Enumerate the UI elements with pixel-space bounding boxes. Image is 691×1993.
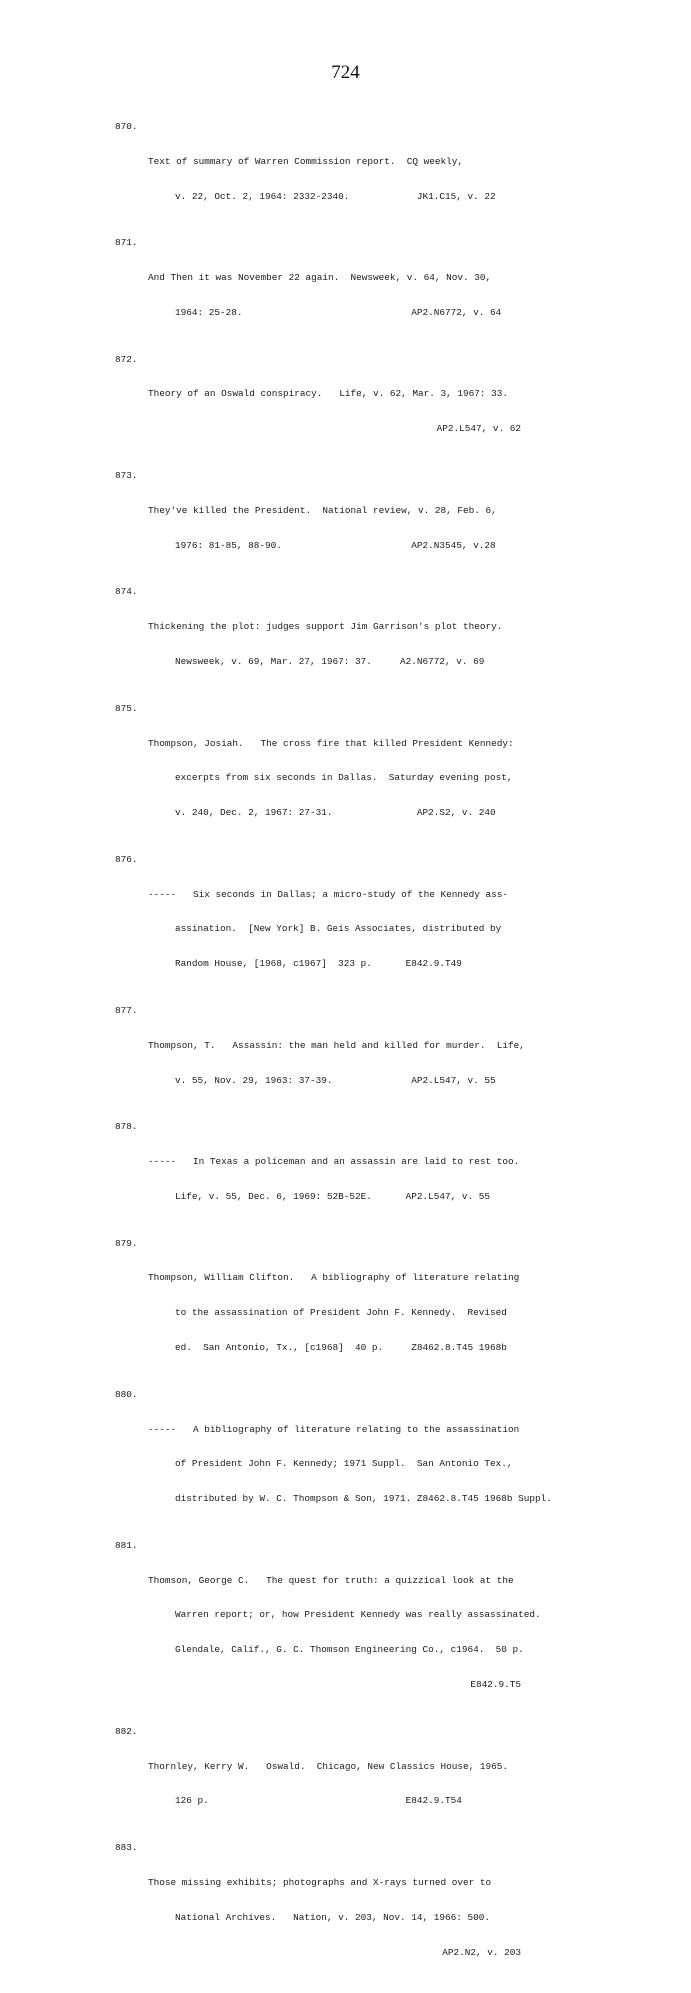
entry-line: distributed by W. C. Thompson & Son, 1971. Z8462.8.T45 1968b Suppl. bbox=[175, 1493, 552, 1505]
entry-line: Thompson, William Clifton. A bibliography of literature relating bbox=[148, 1272, 520, 1284]
bibliography-entry bbox=[115, 854, 585, 993]
entry-line: Life, v. 55, Dec. 6, 1969: 52B-52E. AP2.L547, v. 55 bbox=[175, 1190, 491, 1202]
call-number: AP2.L547, v. 62 bbox=[436, 423, 521, 435]
entry-line: 1964: 25-28. AP2.N6772, v. 64 bbox=[175, 306, 502, 318]
entry-line: v. 22, Oct. 2, 1964: 2332-2340. JK1.C15, v. 22 bbox=[175, 190, 496, 202]
entry-line: ed. San Antonio, Tx., [c1968] 40 p. Z8462.8.T45 1968b bbox=[175, 1342, 507, 1353]
entry-line: v. 55, Nov. 29, 1963: 37-39. AP2.L547, v. 55 bbox=[175, 1074, 496, 1086]
entry-number: 880. bbox=[115, 1388, 138, 1400]
bibliography-entry bbox=[115, 470, 585, 574]
call-number: E842.9.T5 bbox=[470, 1679, 521, 1691]
bibliography-list bbox=[115, 121, 585, 1993]
entry-line: Thompson, Josiah. The cross fire that killed President Kennedy: bbox=[148, 737, 514, 749]
entry-number: 872. bbox=[115, 353, 138, 365]
entry-line: They've killed the President. National review, v. 28, Feb. 6, bbox=[148, 504, 497, 516]
bibliography-entry bbox=[115, 586, 585, 690]
bibliography-entry bbox=[115, 1842, 585, 1981]
entry-line: assination. [New York] B. Geis Associates, distributed by bbox=[175, 923, 502, 935]
entry-number: 871. bbox=[115, 237, 138, 249]
entry-number: 873. bbox=[115, 470, 138, 482]
entry-line: Random House, [1968, c1967] 323 p. E842.9.T49 bbox=[175, 958, 462, 970]
entry-line: Glendale, Calif., G. C. Thomson Engineering Co., c1964. 50 p. bbox=[175, 1644, 524, 1656]
entry-line: Warren report; or, how President Kennedy was really assassinated. bbox=[175, 1609, 541, 1621]
entry-number: 878. bbox=[115, 1121, 138, 1133]
entry-number: 876. bbox=[115, 853, 138, 865]
entry-line: v. 240, Dec. 2, 1967: 27-31. AP2.S2, v. 240 bbox=[175, 807, 496, 819]
entry-line: Newsweek, v. 69, Mar. 27, 1967: 37. A2.N6772, v. 69 bbox=[175, 655, 485, 667]
bibliography-entry bbox=[115, 1005, 585, 1109]
call-number: AP2.N2, v. 203 bbox=[442, 1946, 521, 1958]
entry-line: 1976: 81-85, 88-90. AP2.N3545, v.28 bbox=[175, 539, 496, 551]
bibliography-entry bbox=[115, 237, 585, 341]
entry-number: 881. bbox=[115, 1539, 138, 1551]
entry-line: Theory of an Oswald conspiracy. Life, v. 62, Mar. 3, 1967: 33. bbox=[148, 388, 509, 400]
entry-line: of President John F. Kennedy; 1971 Suppl. San Antonio Tex., bbox=[175, 1458, 513, 1470]
entry-line: Text of summary of Warren Commission report. CQ weekly, bbox=[148, 155, 464, 167]
entry-line: Thornley, Kerry W. Oswald. Chicago, New Classics House, 1965. bbox=[148, 1760, 509, 1772]
entry-line: Those missing exhibits; photographs and X-rays turned over to bbox=[148, 1876, 492, 1888]
entry-number: 874. bbox=[115, 586, 138, 598]
entry-line: Thomson, George C. The quest for truth: a quizzical look at the bbox=[148, 1574, 514, 1586]
entry-number: 883. bbox=[115, 1842, 138, 1854]
bibliography-entry bbox=[115, 354, 585, 458]
entry-line: National Archives. Nation, v. 203, Nov. 14, 1966: 500. bbox=[175, 1911, 491, 1923]
bibliography-entry bbox=[115, 1238, 585, 1377]
entry-number: 875. bbox=[115, 702, 138, 714]
entry-number: 877. bbox=[115, 1004, 138, 1016]
entry-number: 870. bbox=[115, 121, 138, 132]
bibliography-entry bbox=[115, 703, 585, 842]
entry-line: And Then it was November 22 again. Newsweek, v. 64, Nov. 30, bbox=[148, 272, 492, 284]
bibliography-entry bbox=[115, 1389, 585, 1528]
bibliography-entry bbox=[115, 121, 585, 225]
bibliography-entry bbox=[115, 1540, 585, 1714]
entry-line: excerpts from six seconds in Dallas. Saturday evening post, bbox=[175, 772, 513, 784]
page-number: 724 bbox=[331, 62, 360, 83]
bibliography-entry bbox=[115, 1121, 585, 1225]
entry-line: ----- A bibliography of literature relating to the assassination bbox=[148, 1423, 520, 1435]
bibliography-entry bbox=[115, 1726, 585, 1830]
entry-line: ----- In Texas a policeman and an assassin are laid to rest too. bbox=[148, 1156, 520, 1168]
entry-number: 879. bbox=[115, 1237, 138, 1249]
entry-line: Thickening the plot: judges support Jim Garrison's plot theory. bbox=[148, 621, 503, 633]
entry-line: Thompson, T. Assassin: the man held and killed for murder. Life, bbox=[148, 1039, 525, 1051]
entry-line: ----- Six seconds in Dallas; a micro-study of the Kennedy ass- bbox=[148, 888, 509, 900]
entry-line: 126 p. E842.9.T54 bbox=[175, 1795, 462, 1807]
entry-line: to the assassination of President John F. Kennedy. Revised bbox=[175, 1307, 507, 1319]
entry-number: 882. bbox=[115, 1725, 138, 1737]
